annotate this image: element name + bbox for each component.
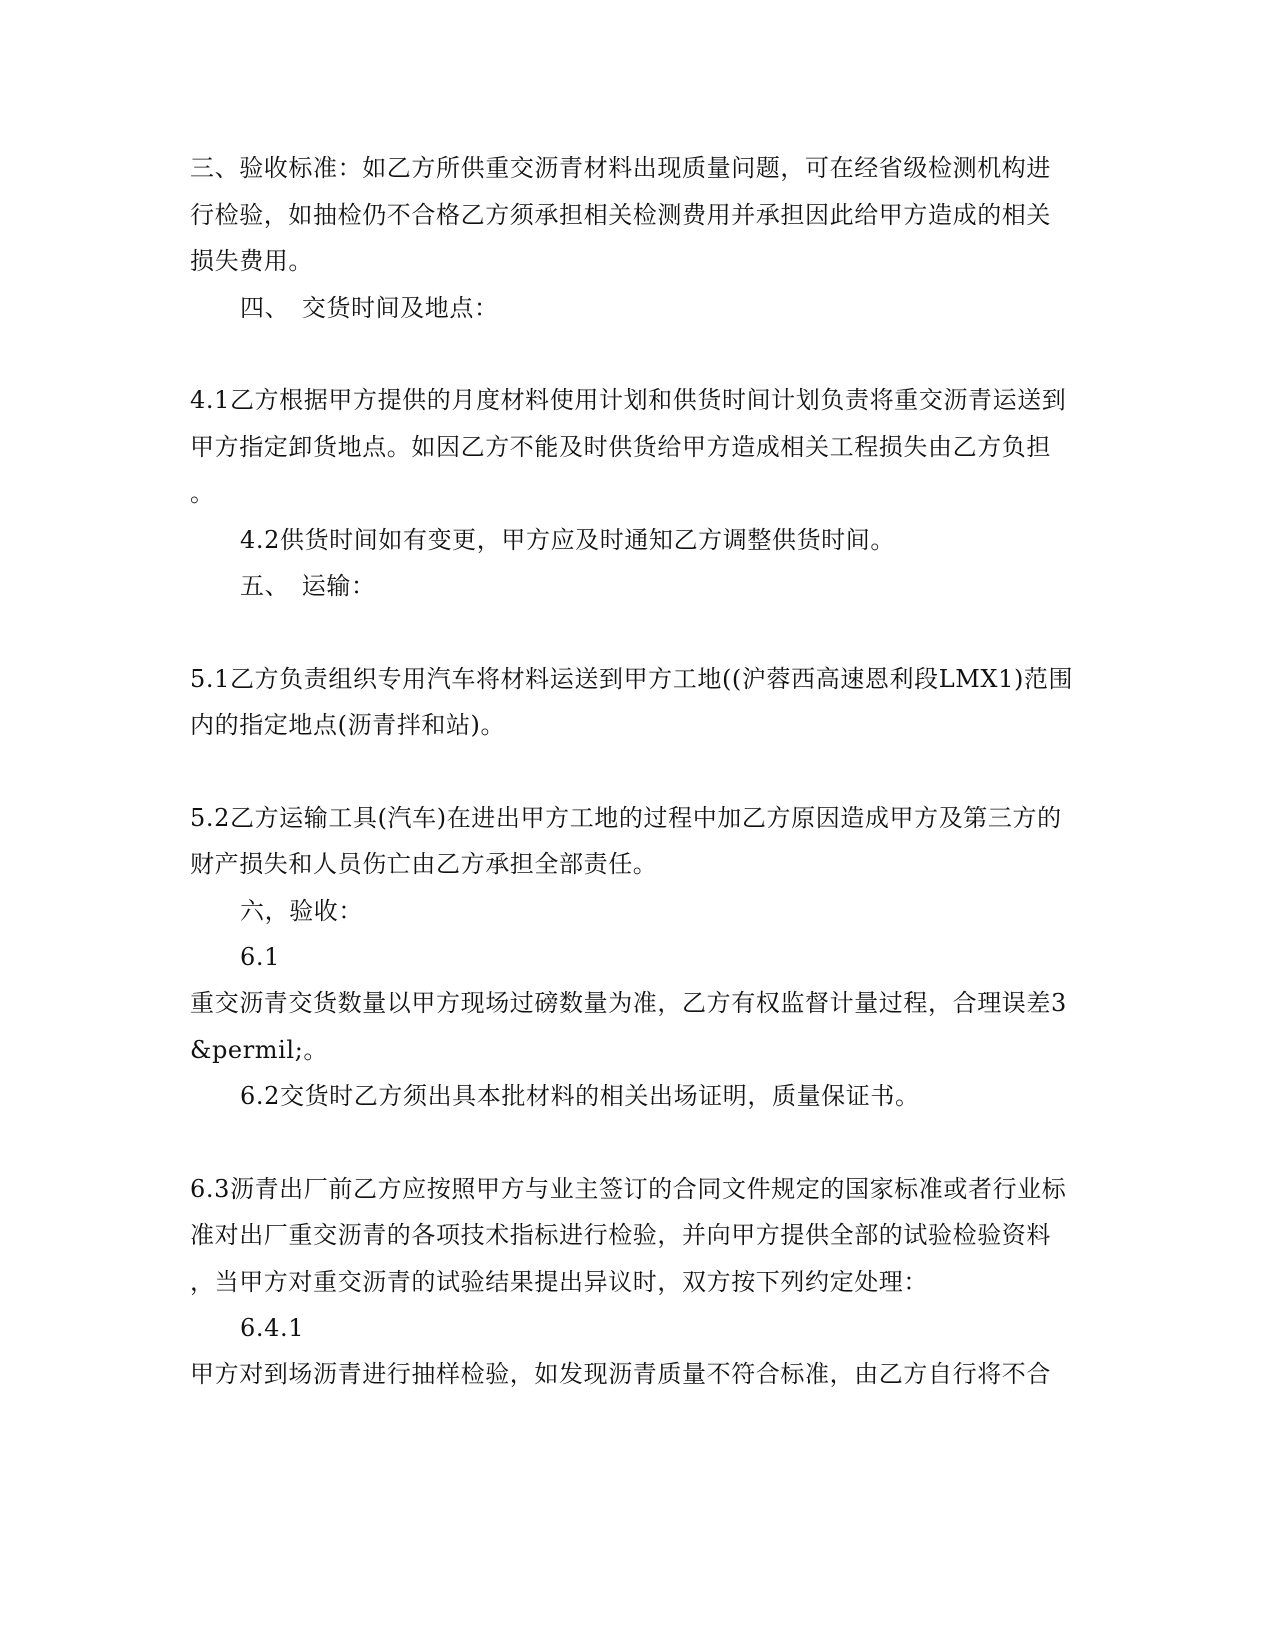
text-line: 重交沥青交货数量以甲方现场过磅数量为准，乙方有权监督计量过程，合理误差3	[190, 989, 1067, 1017]
text-line: 。	[190, 479, 215, 507]
text-line: 三、验收标准：如乙方所供重交沥青材料出现质量问题，可在经省级检测机构进	[190, 154, 1051, 182]
section-heading: 六，验收：	[240, 897, 363, 925]
text-line: 财产损失和人员伤亡由乙方承担全部责任。	[190, 850, 658, 878]
text-line: 损失费用。	[190, 247, 313, 275]
text-line: 6.2交货时乙方须出具本批材料的相关出场证明，质量保证书。	[240, 1082, 920, 1110]
text-line: ，当甲方对重交沥青的试验结果提出异议时，双方按下列约定处理：	[190, 1268, 928, 1296]
text-line: 准对出厂重交沥青的各项技术指标进行检验，并向甲方提供全部的试验检验资料	[190, 1221, 1051, 1249]
clause-number: 6.4.1	[240, 1314, 305, 1342]
text-line: 行检验，如抽检仍不合格乙方须承担相关检测费用并承担因此给甲方造成的相关	[190, 201, 1051, 229]
section-heading: 五、 运输：	[240, 572, 376, 600]
text-line: 甲方对到场沥青进行抽样检验，如发现沥青质量不符合标准，由乙方自行将不合	[190, 1360, 1051, 1388]
text-line: 5.1乙方负责组织专用汽车将材料运送到甲方工地((沪蓉西高速恩利段LMX1)范围	[190, 665, 1074, 693]
text-line: 甲方指定卸货地点。如因乙方不能及时供货给甲方造成相关工程损失由乙方负担	[190, 433, 1051, 461]
text-line: 4.1乙方根据甲方提供的月度材料使用计划和供货时间计划负责将重交沥青运送到	[190, 386, 1067, 414]
text-line: 4.2供货时间如有变更，甲方应及时通知乙方调整供货时间。	[240, 526, 895, 554]
text-line: 6.3沥青出厂前乙方应按照甲方与业主签订的合同文件规定的国家标准或者行业标	[190, 1175, 1067, 1203]
clause-number: 6.1	[240, 943, 280, 971]
section-heading: 四、 交货时间及地点：	[240, 294, 499, 322]
text-line: 5.2乙方运输工具(汽车)在进出甲方工地的过程中加乙方原因造成甲方及第三方的	[190, 804, 1062, 832]
text-line: 内的指定地点(沥青拌和站)。	[190, 711, 506, 739]
text-line: &permil;。	[190, 1036, 328, 1064]
